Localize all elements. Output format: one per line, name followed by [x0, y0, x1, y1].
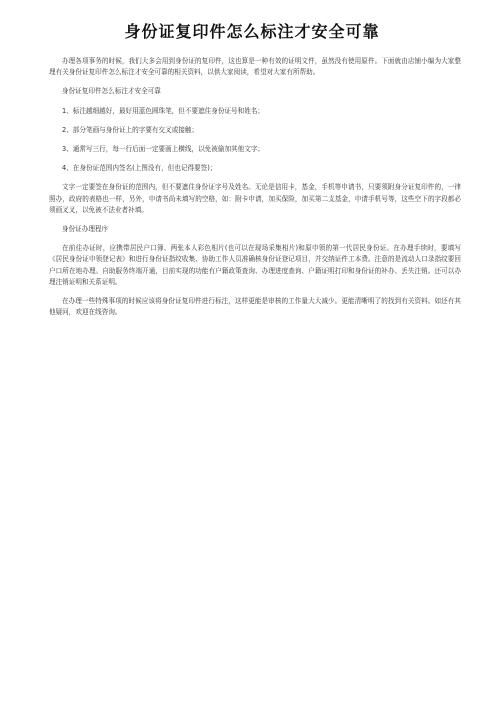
intro-paragraph: 办理各项事务的时候，我们大多会用到身份证的复印件，这也算是一种有效的证明文件，虽然没有使用原件。下面就由店铺小编为大家整理有关身份证复印件怎么标注才安全可靠的相关资料，以供大家阅读，希望对大家有所帮助。 [49, 57, 461, 77]
section-heading: 身份证办理程序 [62, 225, 109, 234]
list-item: 1、标注越细越好，最好用蓝色圆珠笔，但不要遮住身份证号和姓名； [62, 106, 265, 115]
list-item: 3、通常写三行，每一行后面一定要画上横线，以免被偷加其他文字； [62, 145, 265, 154]
document-body [49, 56, 461, 326]
closing-paragraph: 在办理一些特殊事项的时候应该将身份证复印件进行标注，这样更能是审核的工作量大大减少。更能清晰明了的找到有关资料。如还有其他疑问，欢迎在线咨询。 [49, 297, 461, 317]
list-item: 4、在身份证范围内签名(上图没有，但也记得要签)； [62, 164, 217, 173]
section-heading: 身份证复印件怎么标注才安全可靠 [62, 87, 161, 96]
document-title: 身份证复印件怎么标注才安全可靠 [124, 22, 380, 41]
list-item: 2、部分笔画与身份证上的字要有交叉或接触； [62, 125, 199, 134]
body-paragraph: 在前往办证时，应携带居民户口簿、两张本人彩色相片(也可以在现场采集相片)和原申领的第一代居民身份证。在办理手续时，要填写《居民身份证申领登记表》和进行身份证指纹收集、协助工作人员准确核身份证登记项目，并交纳证件工本费。注意的是流动人口录指纹要回户口所在地办理。自助服务终端开通，目前实现的功能有户籍政策查询、办理进度查询、户籍证明打印和身份证的补办、丢失注销。还可以办理注销证明和关系证明。 [49, 244, 461, 286]
body-paragraph: 文字一定要签在身份证的范围内，但不要遮住身份证字号及姓名。无论是信用卡，基金，手机等申请书，只要须附身分证复印件的，一律照办，政府的表格也一样，另外，申请书尚未填写的空格，如：附卡申请，加买保险，加买第二支基金，申请手机号等，这些空下的字段都必须画叉叉，以免被不法业者补填。 [49, 183, 461, 214]
